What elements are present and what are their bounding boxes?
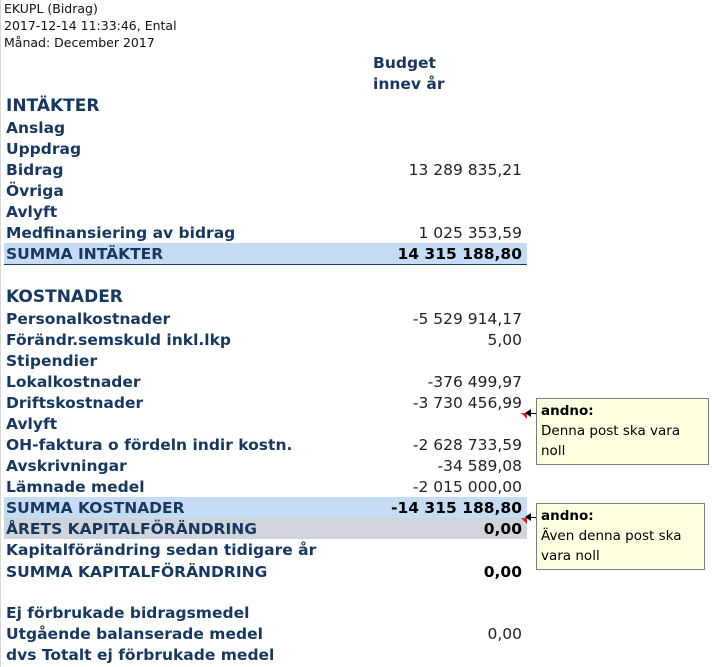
row-value: -34 589,08 (437, 456, 522, 475)
row-anslag[interactable] (4, 117, 527, 138)
column-header-line1: Budget (373, 54, 436, 72)
row-avlyft-kostnader[interactable] (4, 413, 527, 434)
arrow-icon (525, 409, 531, 417)
row-label: Förändr.semskuld inkl.lkp (6, 330, 231, 349)
row-utgaende-balanserade[interactable] (4, 623, 527, 644)
row-avskrivningar[interactable] (4, 455, 527, 476)
row-ej-forbrukade[interactable] (4, 602, 527, 623)
row-label: Avlyft (6, 202, 58, 221)
row-ovriga[interactable] (4, 180, 527, 201)
row-label: Lokalkostnader (6, 372, 141, 391)
row-value: 0,00 (483, 562, 522, 581)
row-arets-kapitalforandring[interactable] (4, 518, 527, 539)
row-stipendier[interactable] (4, 350, 527, 371)
row-label: Avlyft (6, 414, 58, 433)
row-lamnade-medel[interactable] (4, 476, 527, 497)
column-header-line2: innev år (373, 75, 445, 93)
row-value: 0,00 (483, 519, 522, 538)
row-label: Utgående balanserade medel (6, 624, 263, 643)
row-label: SUMMA KAPITALFÖRÄNDRING (6, 562, 268, 581)
report-timestamp: 2017-12-14 11:33:46, Ental (4, 18, 177, 33)
row-label: Lämnade medel (6, 477, 145, 496)
comment-author: andno: (541, 403, 594, 419)
row-lokalkostnader[interactable] (4, 371, 527, 392)
report-title: EKUPL (Bidrag) (4, 1, 98, 16)
comment-text-line2: vara noll (541, 548, 600, 564)
row-value: 5,00 (487, 330, 522, 349)
row-label: KOSTNADER (6, 286, 123, 307)
row-value: -5 529 914,17 (412, 309, 522, 328)
row-summa-kostnader[interactable] (4, 497, 527, 519)
row-oh-faktura[interactable] (4, 434, 527, 455)
row-value: -3 730 456,99 (412, 393, 522, 412)
comment-box[interactable] (536, 503, 705, 570)
row-bidrag[interactable] (4, 159, 527, 180)
section-heading-kostnader[interactable] (4, 286, 527, 307)
row-summa-intakter[interactable] (4, 243, 527, 265)
row-label: OH-faktura o fördeln indir kostn. (6, 435, 293, 454)
row-avlyft-intakter[interactable] (4, 201, 527, 222)
column-header-budget (373, 53, 445, 95)
row-personalkostnader[interactable] (4, 308, 527, 329)
arrow-icon (525, 513, 531, 521)
row-label: Anslag (6, 118, 66, 137)
section-heading-intakter[interactable] (4, 95, 527, 116)
row-value: -376 499,97 (427, 372, 522, 391)
comment-text: Denna post ska vara noll (541, 423, 681, 459)
row-driftskostnader[interactable] (4, 392, 527, 413)
row-value: 14 315 188,80 (397, 244, 522, 263)
comment-box[interactable] (536, 398, 709, 465)
row-medfinansiering[interactable] (4, 222, 527, 243)
row-value: 1 025 353,59 (418, 223, 522, 242)
row-label: SUMMA INTÄKTER (6, 244, 164, 263)
row-label: Personalkostnader (6, 309, 171, 328)
row-value: -14 315 188,80 (391, 498, 522, 517)
row-value: -2 628 733,59 (412, 435, 522, 454)
row-semskuld[interactable] (4, 329, 527, 350)
grid-line (0, 0, 1, 667)
row-label: Driftskostnader (6, 393, 144, 412)
row-value: 13 289 835,21 (408, 160, 522, 179)
row-label: Stipendier (6, 351, 98, 370)
row-label: INTÄKTER (6, 95, 100, 116)
row-value: 0,00 (487, 624, 522, 643)
row-value: -2 015 000,00 (412, 477, 522, 496)
row-label: Bidrag (6, 160, 64, 179)
row-totalt-ej-forbrukade[interactable] (4, 644, 527, 665)
row-label: dvs Totalt ej förbrukade medel (6, 645, 275, 664)
row-label: ÅRETS KAPITALFÖRÄNDRING (6, 519, 257, 538)
comment-text-line1: Även denna post ska (541, 528, 682, 544)
row-label: SUMMA KOSTNADER (6, 498, 185, 517)
row-uppdrag[interactable] (4, 138, 527, 159)
row-label: Ej förbrukade bidragsmedel (6, 603, 250, 622)
row-label: Avskrivningar (6, 456, 127, 475)
row-label: Medfinansiering av bidrag (6, 223, 236, 242)
row-label: Övriga (6, 181, 64, 200)
row-summa-kapitalforandring[interactable] (4, 561, 527, 582)
row-label: Kapitalförändring sedan tidigare år (6, 540, 317, 559)
comment-author: andno: (541, 508, 594, 524)
report-month: Månad: December 2017 (4, 35, 155, 50)
row-kapitalforandring-tidigare[interactable] (4, 539, 527, 560)
row-label: Uppdrag (6, 139, 82, 158)
